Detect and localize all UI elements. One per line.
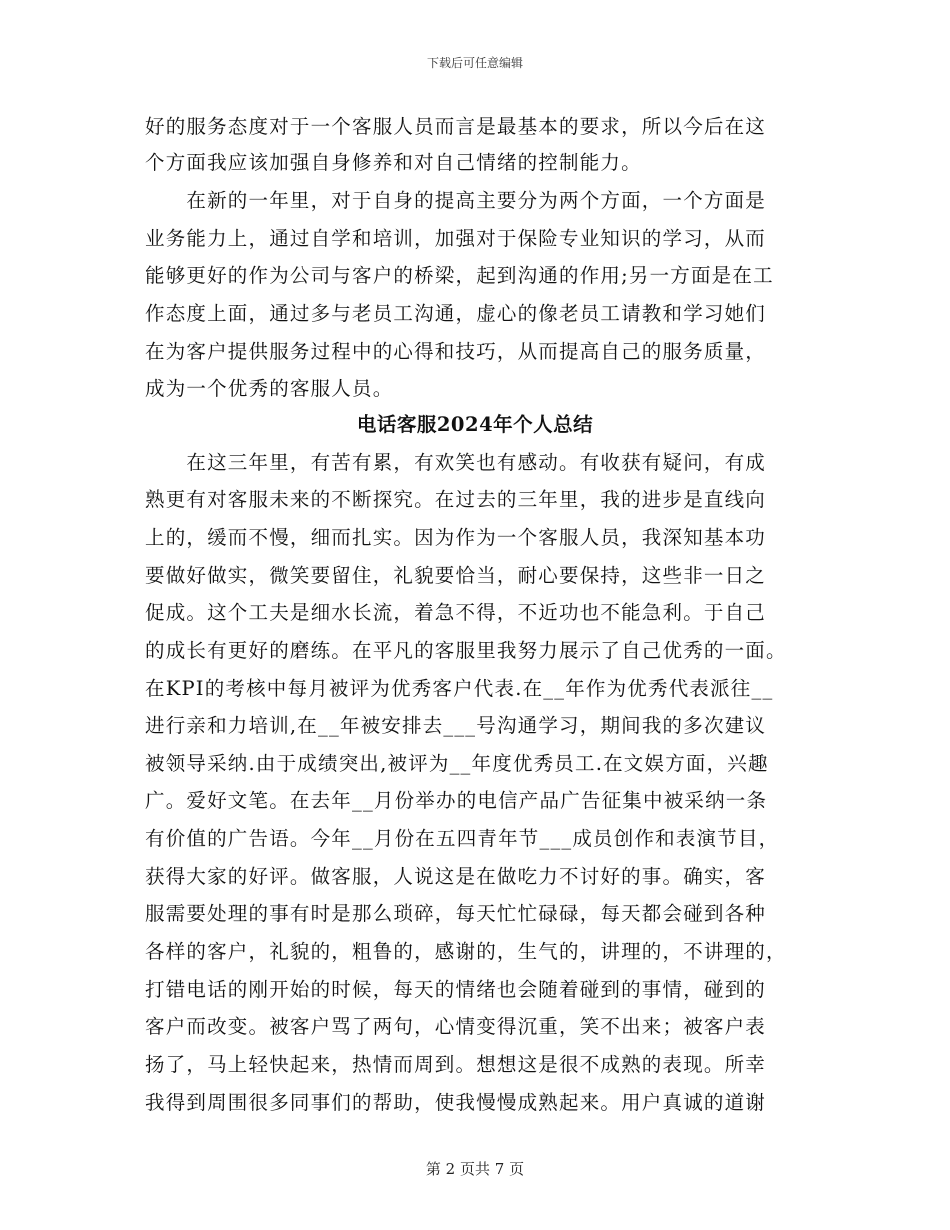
text-line: 有价值的广告语。今年__月份在五四青年节___成员创作和表演节目， [145,827,780,850]
text-line: 在为客户提供服务过程中的心得和技巧，从而提高自己的服务质量， [145,340,767,363]
text-line: 作态度上面，通过多与老员工沟通，虚心的像老员工请教和学习她们 [145,302,767,325]
page-header: 下载后可任意编辑 [426,56,523,70]
text-line: 上的，缓而不慢，细而扎实。因为作为一个客服人员，我深知基本功 [145,526,767,549]
text-line: 服需要处理的事有时是那么琐碎，每天忙忙碌碌，每天都会碰到各种 [145,902,767,925]
text-line: 打错电话的刚开始的时候，每天的情绪也会随着碰到的事情，碰到的 [145,978,767,1001]
text-line: 熟更有对客服未来的不断探究。在过去的三年里，我的进步是直线向 [145,488,767,511]
text-line: 被领导采纳.由于成绩突出,被评为__年度优秀员工.在文娱方面，兴趣 [145,752,769,775]
text-line: 好的服务态度对于一个客服人员而言是最基本的要求，所以今后在这 [145,115,767,138]
text-line: 的成长有更好的磨练。在平凡的客服里我努力展示了自己优秀的一面。 [145,639,787,662]
text-line: 个方面我应该加强自身修养和对自己情绪的控制能力。 [145,151,642,174]
text-line: 在这三年里，有苦有累，有欢笑也有感动。有收获有疑问，有成 [145,451,767,474]
text-line: 各样的客户，礼貌的，粗鲁的，感谢的，生气的，讲理的，不讲理的， [145,940,787,963]
text-line: 进行亲和力培训,在__年被安排去___号沟通学习，期间我的多次建议 [145,714,767,737]
section-title: 电话客服2024年个人总结 [356,413,594,436]
text-line: 能够更好的作为公司与客户的桥梁，起到沟通的作用;另一方面是在工 [145,264,774,287]
text-line: 业务能力上，通过自学和培训，加强对于保险专业知识的学习，从而 [145,227,767,250]
text-line: 我得到周围很多同事们的帮助，使我慢慢成熟起来。用户真诚的道谢 [145,1091,767,1114]
text-line: 成为一个优秀的客服人员。 [145,377,394,400]
text-line: 促成。这个工夫是细水长流，着急不得，不近功也不能急利。于自己 [145,601,767,624]
text-line: 在新的一年里，对于自身的提高主要分为两个方面，一个方面是 [145,189,767,212]
text-line: 要做好做实，微笑要留住，礼貌要恰当，耐心要保持，这些非一日之 [145,564,767,587]
page-footer: 第 2 页共 7 页 [425,1160,525,1178]
text-line: 扬了，马上轻快起来，热情而周到。想想这是很不成熟的表现。所幸 [145,1053,767,1076]
text-line: 在KPI的考核中每月被评为优秀客户代表.在__年作为优秀代表派往__ [145,677,774,700]
text-line: 获得大家的好评。做客服，人说这是在做吃力不讨好的事。确实，客 [145,865,767,888]
text-line: 客户而改变。被客户骂了两句，心情变得沉重，笑不出来；被客户表 [145,1015,767,1038]
text-line: 广。爱好文笔。在去年__月份举办的电信产品广告征集中被采纳一条 [145,789,768,812]
